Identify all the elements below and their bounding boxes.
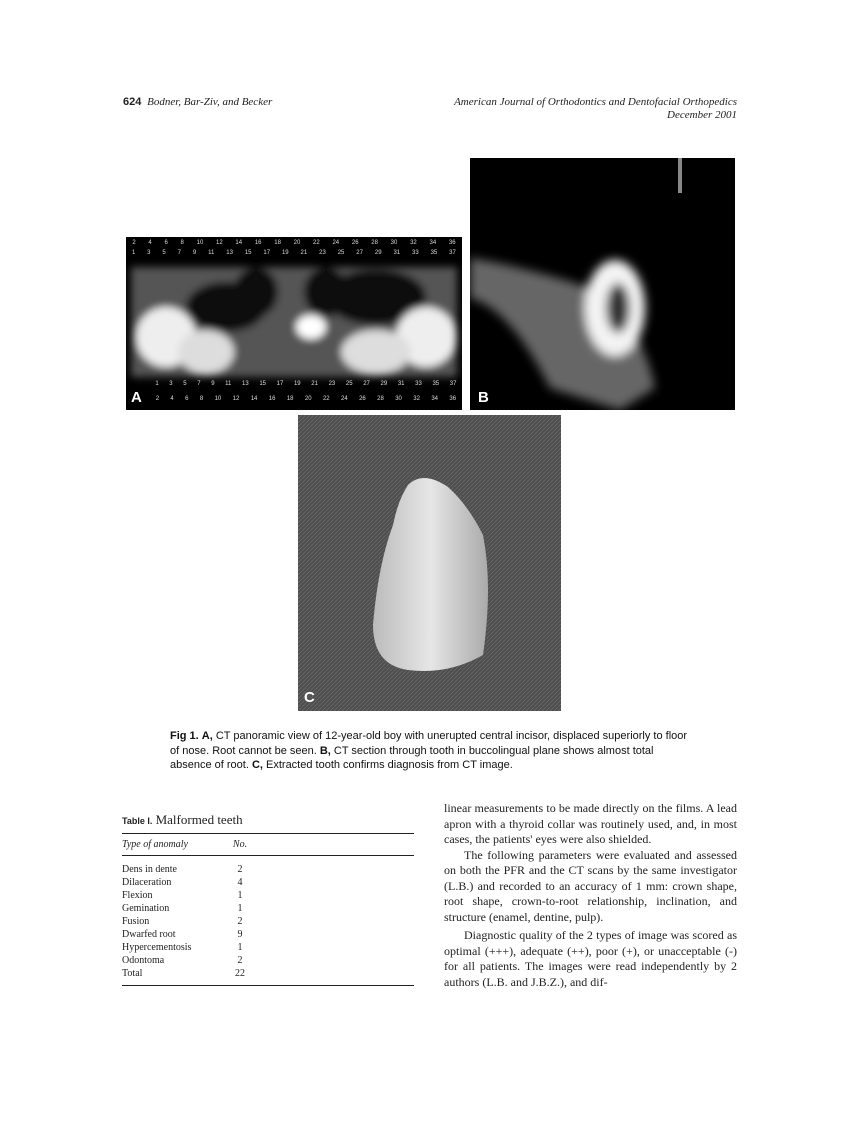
- cell-anomaly: Hypercementosis: [122, 942, 192, 953]
- column-header-no: No.: [232, 839, 248, 850]
- table-malformed-teeth: [122, 812, 414, 986]
- ruler-tick-label: 36: [448, 240, 456, 246]
- ruler-tick-label: 21: [300, 250, 308, 256]
- paragraph: linear measurements to be made directly on the films. A lead apron with a thyroid collar was routinely used, and, in most cases, the patients' eyes were also shielded.: [444, 801, 737, 846]
- ruler-tick-label: 9: [192, 250, 197, 256]
- ruler-tick-label: 5: [162, 250, 166, 256]
- ruler-tick-label: 33: [415, 381, 422, 387]
- ruler-tick-label: 28: [371, 240, 378, 246]
- table-row: [122, 928, 414, 941]
- cell-count: 2: [237, 864, 243, 875]
- caption-a-text: CT panoramic view of 12-year-old boy with unerupted central incisor, displaced superiorly to floor of nose. Root cannot be seen.: [170, 730, 688, 757]
- ruler-tick-label: 24: [332, 240, 340, 246]
- cell-count: 22: [235, 968, 245, 979]
- ruler-tick-label: 10: [196, 240, 204, 246]
- cell-count: 4: [237, 877, 243, 888]
- ruler-tick-label: 33: [412, 250, 419, 256]
- cell-anomaly: Total: [122, 968, 143, 979]
- ruler-tick-label: 6: [185, 396, 189, 402]
- ruler-tick-label: 3: [169, 381, 173, 387]
- ruler-tick-label: 16: [254, 240, 262, 246]
- cell-anomaly: Fusion: [122, 916, 150, 927]
- ruler-tick-label: 17: [263, 250, 271, 256]
- table-header: [122, 834, 414, 855]
- ruler-tick-label: 7: [177, 250, 181, 256]
- ruler-tick-label: 2: [155, 396, 160, 402]
- cell-anomaly: Flexion: [122, 890, 153, 901]
- cell-count: 2: [237, 955, 243, 966]
- ruler-tick-label: 27: [356, 250, 363, 256]
- ruler-top-odd: [126, 250, 462, 257]
- figure-panel-c-extracted-tooth: [298, 415, 561, 711]
- journal-name: American Journal of Orthodontics and Dentofacial Orthopedics: [454, 96, 737, 108]
- ruler-tick-label: 11: [225, 381, 232, 387]
- ruler-tick-label: 14: [250, 396, 258, 402]
- extracted-tooth-photo: [298, 415, 561, 711]
- ruler-tick-label: 37: [449, 250, 456, 256]
- ruler-tick-label: 32: [410, 240, 417, 246]
- ruler-tick-label: 10: [214, 396, 222, 402]
- ruler-tick-label: 6: [164, 240, 168, 246]
- table-row: [122, 902, 414, 915]
- figure-panel-b-ct-section: [470, 158, 735, 410]
- ruler-tick-label: 23: [328, 381, 336, 387]
- ruler-tick-label: 1: [155, 381, 159, 387]
- ruler-tick-label: 12: [216, 240, 223, 246]
- ruler-tick-label: 31: [397, 381, 405, 387]
- panel-label-a: A: [131, 389, 142, 406]
- ruler-tick-label: 15: [259, 381, 267, 387]
- caption-c-text: Extracted tooth confirms diagnosis from CT image.: [262, 759, 513, 771]
- ruler-tick-label: 4: [148, 240, 152, 246]
- ruler-tick-label: 17: [276, 381, 284, 387]
- cell-anomaly: Dens in dente: [122, 864, 177, 875]
- ruler-tick-label: 31: [393, 250, 401, 256]
- ruler-tick-label: 30: [395, 396, 402, 402]
- ruler-tick-label: 9: [211, 381, 215, 387]
- ruler-tick-label: 18: [274, 240, 281, 246]
- cell-count: 2: [237, 916, 243, 927]
- ruler-tick-label: 26: [351, 240, 359, 246]
- ruler-tick-label: 29: [380, 381, 388, 387]
- table-row: [122, 863, 414, 876]
- cell-anomaly: Gemination: [122, 903, 170, 914]
- cell-anomaly: Dwarfed root: [122, 929, 176, 940]
- ruler-tick-label: 34: [429, 240, 437, 246]
- ruler-tick-label: 37: [449, 381, 457, 387]
- table-row: [122, 954, 414, 967]
- ruler-tick-label: 15: [244, 250, 252, 256]
- ruler-tick-label: 14: [235, 240, 243, 246]
- ruler-tick-label: 19: [281, 250, 289, 256]
- cell-count: 1: [237, 903, 243, 914]
- figure-panel-a-ct-panoramic: [126, 237, 462, 410]
- ruler-tick-label: 1: [131, 250, 136, 256]
- paragraph: The following parameters were evaluated and assessed on both the PFR and the CT scans by the same investigator (L.B.) and recorded to an accuracy of 1 mm: crown shape, root shape, crown-to-root relationship, inclination, and structure (enamel, dentine, pulp).: [444, 847, 737, 924]
- body-text-column: [444, 801, 737, 990]
- ruler-tick-label: 35: [430, 250, 438, 256]
- cell-anomaly: Odontoma: [122, 955, 165, 966]
- ruler-tick-label: 21: [311, 381, 318, 387]
- ruler-tick-label: 11: [208, 250, 215, 256]
- column-header-type: Type of anomaly: [122, 839, 188, 850]
- ruler-tick-label: 20: [293, 240, 301, 246]
- table-title-text: Malformed teeth: [155, 812, 243, 827]
- authors: Bodner, Bar-Ziv, and Becker: [147, 96, 273, 108]
- ruler-tick-label: 29: [374, 250, 382, 256]
- ruler-tick-label: 32: [413, 396, 420, 402]
- ruler-tick-label: 35: [432, 381, 440, 387]
- panel-label-c: C: [304, 689, 315, 706]
- table-row: [122, 967, 414, 980]
- table-title: [122, 812, 414, 828]
- ruler-tick-label: 8: [199, 396, 204, 402]
- ruler-tick-label: 4: [170, 396, 174, 402]
- ruler-tick-label: 20: [304, 396, 312, 402]
- cell-count: 1: [237, 942, 243, 953]
- panel-label-b: B: [478, 389, 489, 406]
- page-number: 624: [123, 96, 142, 108]
- ruler-tick-label: 34: [431, 396, 438, 402]
- ruler-bottom-even: [150, 396, 462, 403]
- table-row: [122, 915, 414, 928]
- table-row: [122, 941, 414, 954]
- cell-anomaly: Dilaceration: [122, 877, 172, 888]
- caption-label: Fig 1.: [170, 730, 199, 742]
- ruler-tick-label: 13: [226, 250, 233, 256]
- ruler-tick-label: 36: [449, 396, 457, 402]
- table-row: [122, 889, 414, 902]
- ruler-tick-label: 23: [319, 250, 326, 256]
- ruler-tick-label: 27: [363, 381, 370, 387]
- caption-a-label: A,: [201, 730, 213, 742]
- ruler-tick-label: 22: [313, 240, 320, 246]
- ruler-tick-label: 3: [147, 250, 151, 256]
- ruler-tick-label: 25: [337, 250, 345, 256]
- ruler-tick-label: 22: [322, 396, 330, 402]
- ruler-tick-label: 19: [293, 381, 301, 387]
- paragraph: Diagnostic quality of the 2 types of image was scored as optimal (+++), adequate (++), poor (+), or unacceptable (-) for all patients. The images were read independently by 2 authors (L.B. and J.B.Z.), and dif-: [444, 928, 737, 989]
- issue-date: December 2001: [667, 109, 737, 121]
- caption-b-label: B,: [319, 744, 331, 757]
- ruler-tick-label: 30: [390, 240, 398, 246]
- cell-count: 1: [237, 890, 243, 901]
- ruler-tick-label: 2: [132, 240, 136, 246]
- ruler-tick-label: 13: [242, 381, 249, 387]
- ruler-tick-label: 28: [377, 396, 384, 402]
- table-body: [122, 856, 414, 985]
- table-label: Table I.: [122, 816, 153, 826]
- table-row: [122, 876, 414, 889]
- running-header-right: [454, 96, 737, 122]
- ruler-tick-label: 12: [232, 396, 240, 402]
- ruler-tick-label: 8: [180, 240, 184, 246]
- ruler-tick-label: 26: [359, 396, 366, 402]
- ruler-tick-label: 16: [268, 396, 276, 402]
- ruler-tick-label: 25: [345, 381, 353, 387]
- ruler-tick-label: 5: [183, 381, 187, 387]
- ruler-tick-label: 24: [341, 396, 348, 402]
- ruler-tick-label: 18: [286, 396, 294, 402]
- caption-b-text: CT section through tooth in buccolingual plane shows almost total absence of root.: [170, 744, 654, 771]
- ct-section-image: [470, 158, 735, 410]
- ruler-bottom-odd: [150, 381, 462, 388]
- caption-c-label: C,: [251, 759, 263, 771]
- running-header-left: [123, 96, 272, 108]
- cell-count: 9: [237, 929, 243, 940]
- ruler-tick-label: 7: [197, 381, 201, 387]
- ruler-top-even: [126, 240, 462, 247]
- figure-caption: [170, 729, 695, 773]
